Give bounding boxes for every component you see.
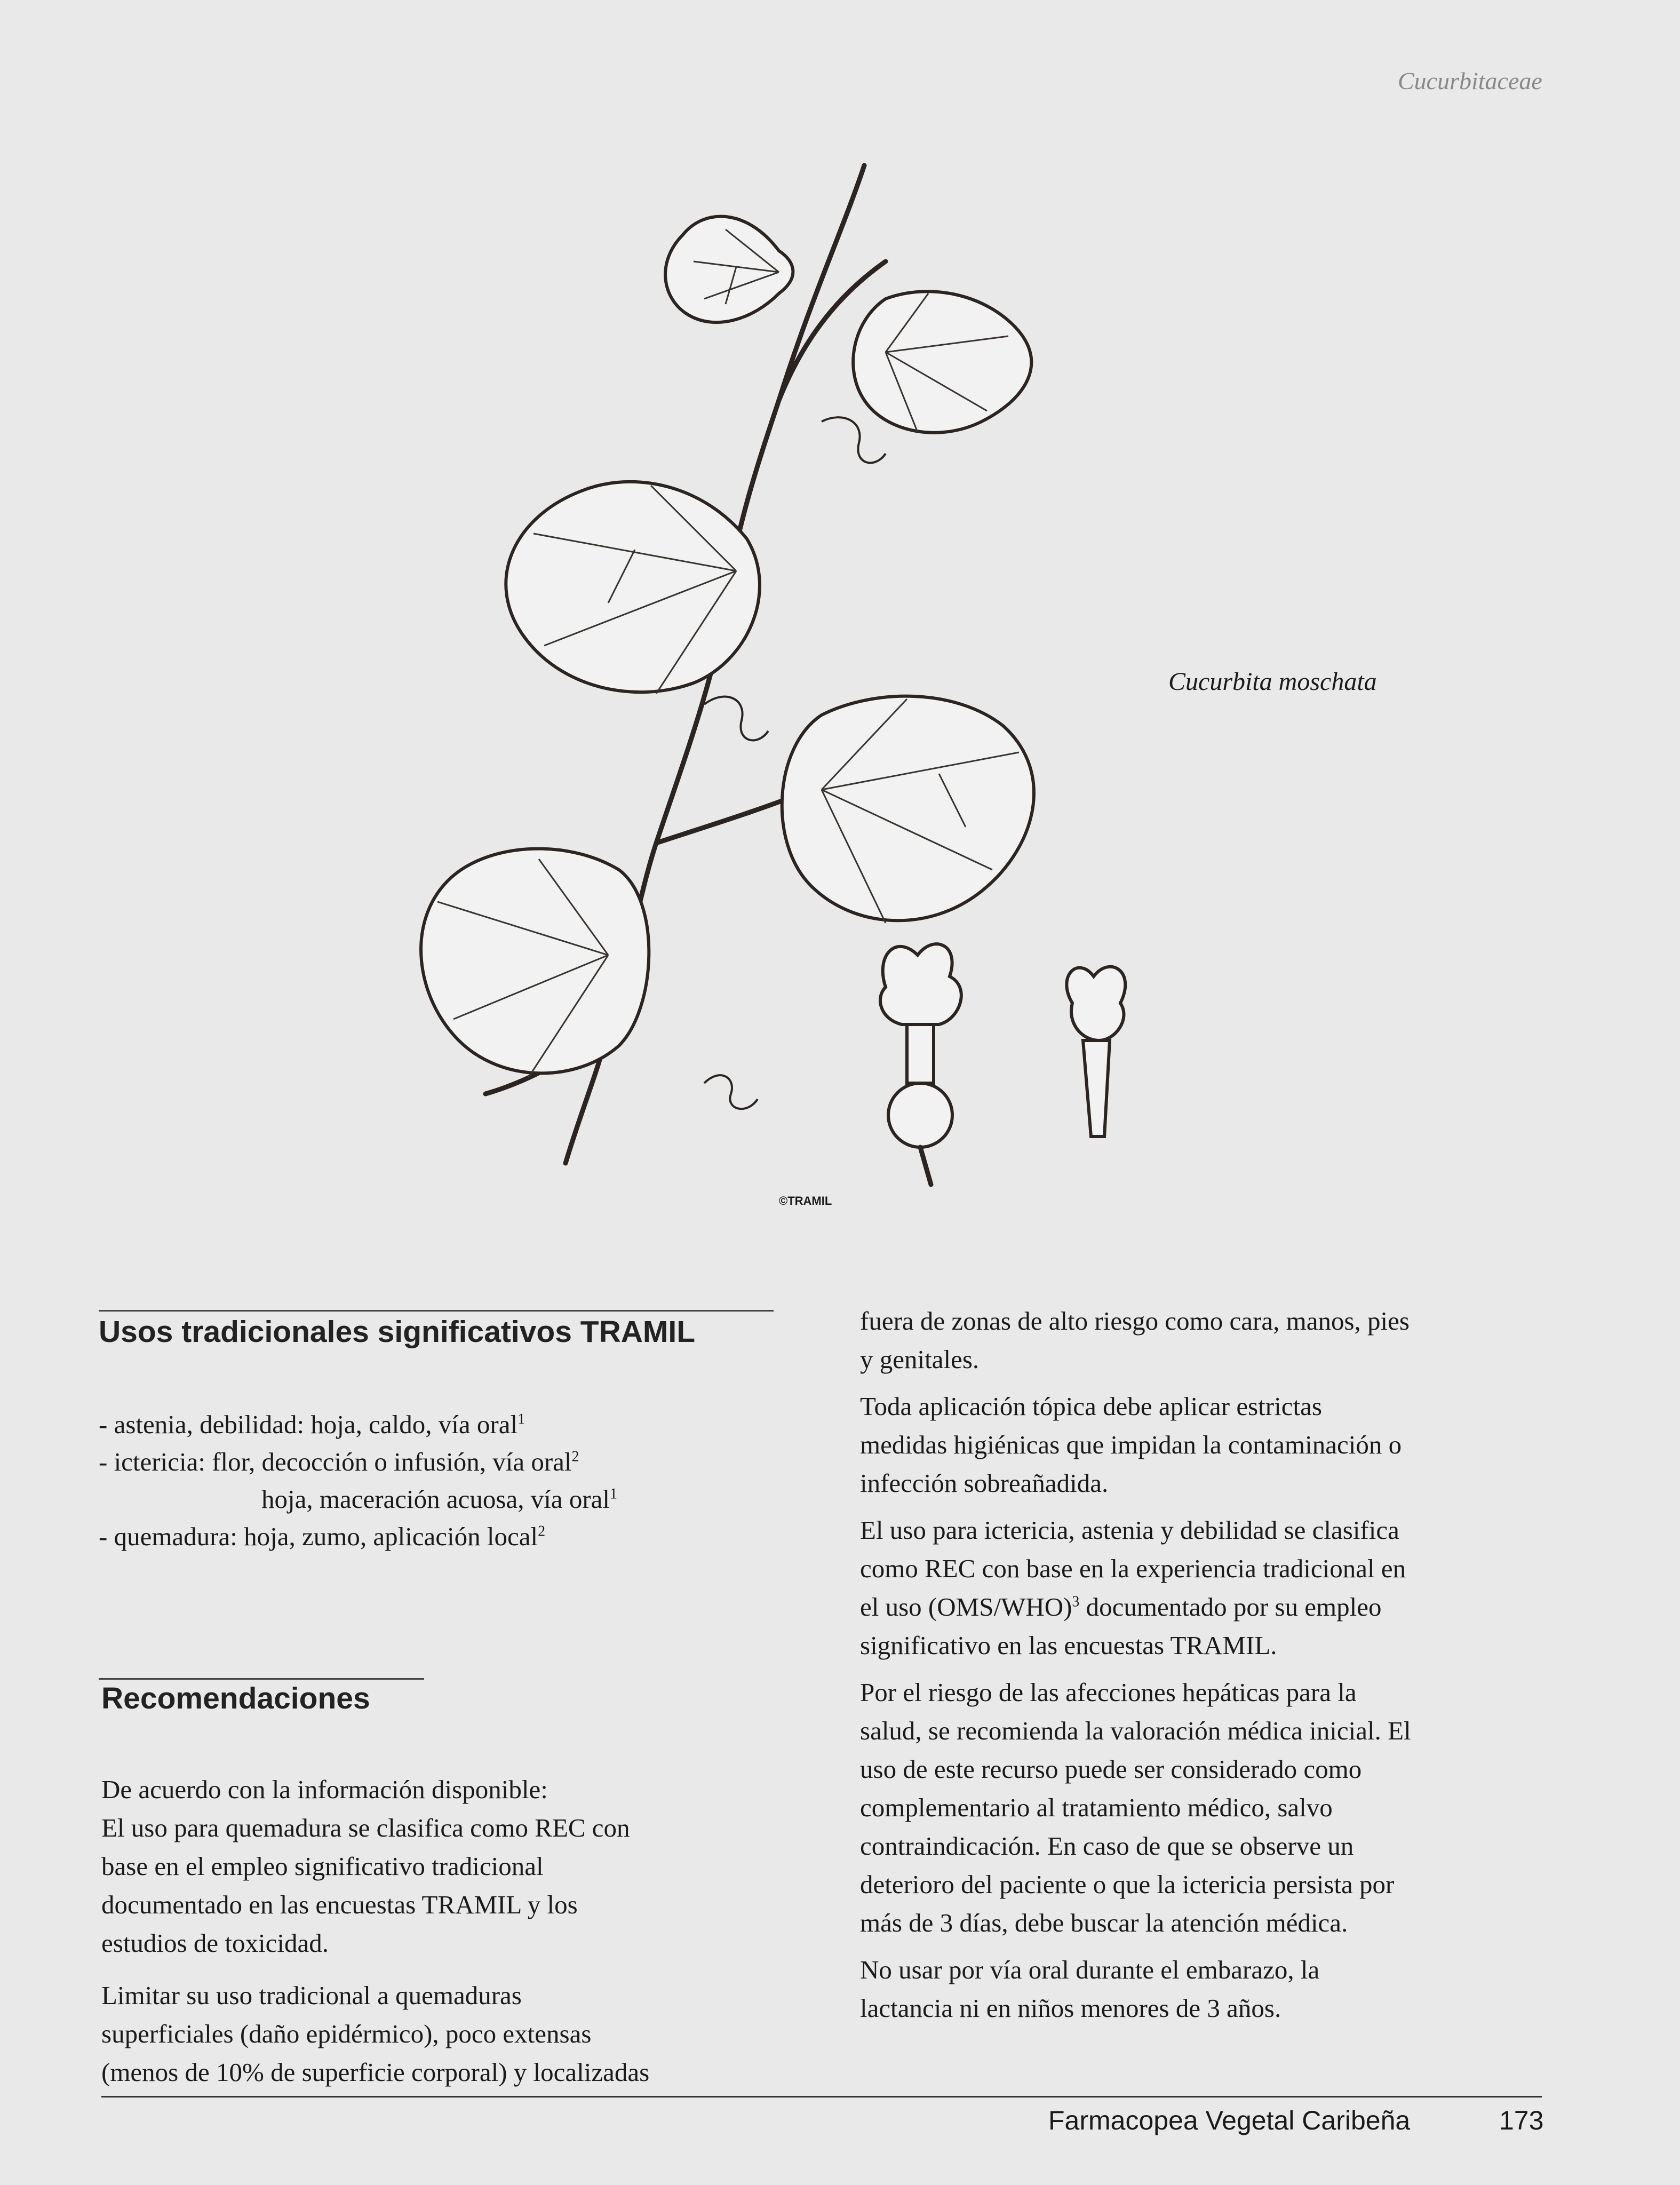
usos-heading: Usos tradicionales significativos TRAMIL	[99, 1315, 696, 1349]
uso-item: - astenia, debilidad: hoja, caldo, vía oral$^1$	[99, 1410, 526, 1439]
usos-list	[99, 1406, 617, 1555]
cucurbita-drawing	[405, 123, 1131, 1222]
usos-rule	[99, 1310, 774, 1312]
text-line: uso de este recurso puede ser considerado como	[860, 1754, 1362, 1784]
running-title: Cucurbitaceae	[1398, 67, 1542, 94]
footer-title: Farmacopea Vegetal Caribeña	[1048, 2105, 1411, 2135]
text-line: El uso para quemadura se clasifica como REC con	[101, 1813, 630, 1842]
illustration-credit: ©TRAMIL	[779, 1194, 832, 1207]
text-line: estudios de toxicidad.	[101, 1928, 329, 1958]
species-caption: Cucurbita moschata	[1168, 668, 1377, 696]
text-line: significativo en las encuestas TRAMIL.	[860, 1631, 1277, 1660]
text-line: El uso para ictericia, astenia y debilidad se clasifica	[860, 1515, 1399, 1545]
text-line: De acuerdo con la información disponible:	[101, 1775, 548, 1804]
text-line: No usar por vía oral durante el embarazo, la	[860, 1955, 1320, 1984]
text-line: (menos de 10% de superficie corporal) y localizadas	[101, 2057, 650, 2087]
recomendaciones-left-column	[101, 1770, 649, 2092]
text-line: complementario al tratamiento médico, salvo	[860, 1793, 1333, 1822]
text-line: como REC con base en la experiencia tradicional en	[860, 1554, 1406, 1583]
text-line: contraindicación. En caso de que se observe un	[860, 1831, 1354, 1861]
uso-item: - ictericia: flor, decocción o infusión, vía oral$^2$	[99, 1447, 579, 1476]
text-line: deterioro del paciente o que la ictericia persista por	[860, 1870, 1395, 1899]
text-line: medidas higiénicas que impidan la contaminación o	[860, 1430, 1402, 1459]
text-line: documentado en las encuestas TRAMIL y los	[101, 1890, 578, 1919]
text-line: más de 3 días, debe buscar la atención médica.	[860, 1908, 1348, 1937]
recomendaciones-right-column	[860, 1302, 1411, 2028]
footer-rule	[101, 2096, 1542, 2097]
text-line: Toda aplicación tópica debe aplicar estrictas	[860, 1392, 1322, 1421]
text-line: base en el empleo significativo tradicional	[101, 1852, 544, 1881]
flower-left	[880, 944, 961, 1185]
text-line: infección sobreañadida.	[860, 1468, 1109, 1498]
page-number: 173	[1499, 2105, 1544, 2135]
text-line: salud, se recomienda la valoración médica inicial. El	[860, 1716, 1411, 1745]
plant-illustration	[405, 123, 1131, 1222]
text-line: Limitar su uso tradicional a quemaduras	[101, 1981, 522, 2010]
text-line: Por el riesgo de las afecciones hepáticas para la	[860, 1678, 1357, 1707]
text-line: lactancia ni en niños menores de 3 años.	[860, 1993, 1281, 2023]
text-line: superficiales (daño epidérmico), poco extensas	[101, 2019, 592, 2048]
recomendaciones-heading: Recomendaciones	[101, 1681, 370, 1715]
text-line: fuera de zonas de alto riesgo como cara, manos, pies	[860, 1306, 1410, 1336]
uso-item: hoja, maceración acuosa, vía oral$^1$	[261, 1484, 618, 1514]
text-line: y genitales.	[860, 1345, 980, 1374]
uso-item: - quemadura: hoja, zumo, aplicación local$^2$	[99, 1522, 546, 1551]
flower-right	[1066, 967, 1125, 1137]
recomendaciones-rule	[99, 1678, 424, 1680]
text-line: el uso $(OMS/WHO)^3$ documentado por su empleo	[860, 1592, 1382, 1622]
